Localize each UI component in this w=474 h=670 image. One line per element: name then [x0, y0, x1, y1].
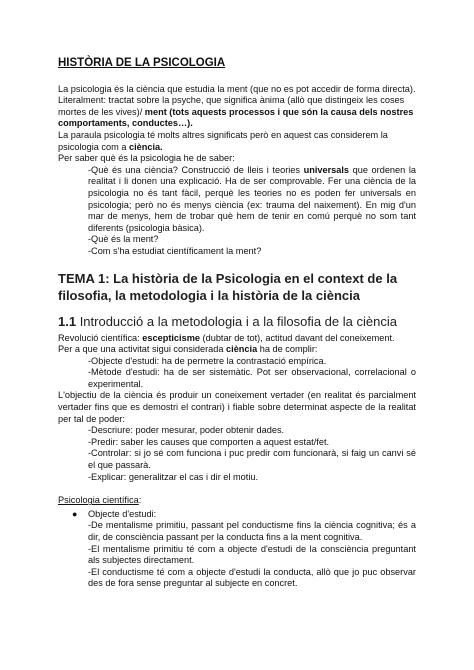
bullet-icon: ● — [72, 508, 78, 519]
intro-meaning: La paraula psicologia té molts altres significats però en aquest cas considerem la psicologia com a ciència. — [58, 129, 388, 152]
requirement-item: -Objecte d'estudi: ha de permetre la contrastació empírica. — [88, 355, 327, 366]
bullet-objecte — [58, 509, 416, 521]
intro-literal: Literalment: tractat sobre la psyche, que significa ànima (allò que distingeix les coses mortes de les vives)/ ment (tots aquests processos i que són la causa dels nostres comportaments, conductes…). — [58, 95, 414, 129]
objecte-item: -El mentalisme primitiu té com a objecte d'estudi de la consciència preguntant als subjectes directament. — [88, 543, 416, 566]
intro-line: La psicologia és la ciència que estudia la ment (que no es pot accedir de forma directa). — [58, 83, 416, 94]
objecte-item: -De mentalisme primitiu, passant pel conductisme fins la ciència cognitiva; és a dir, de consciència passant per la conducta fins a la ment cognitiva. — [88, 520, 416, 542]
question-study: -Com s'ha estudiat científicament la ment? — [88, 245, 262, 256]
goal-item: -Controlar: si jo sé com funciona i puc predir com funcionarà, si faig un canvi sé el que passarà. — [88, 448, 416, 471]
requirements-lead: Per a que una activitat sigui considerada ciència ha de complir: — [58, 344, 318, 355]
question-mind: -Què és la ment? — [88, 234, 159, 245]
goal-item: -Predir: saber les causes que comporten a aquest estat/fet. — [88, 436, 330, 447]
revolution-line: Revolució científica: escepticisme (dubtar de tot), actitud davant del coneixement. — [58, 332, 395, 343]
objecte-item: -El conductisme té com a objecte d'estudi la conducta, allò que jo puc observar des de fora sense preguntar al subjecte en concret. — [88, 566, 416, 589]
document-title: HISTÒRIA DE LA PSICOLOGIA — [58, 57, 226, 69]
subheading-psicologia-cientifica: Psicologia científica: — [58, 495, 142, 506]
question-science: -Què és una ciència? Construcció de lleis i teories universals que ordenen la realitat i li donen una explicació. Ha de ser comprovable. Fer una ciència de la psicologia no és tant fàcil, perquè les teories no es poden fer universals en psicologia; però no és menys ciència (ex: trauma del naixement). En mig d'un mar de menys, hem de trobar què hem de tenir en comú perquè no som tant diferents (psicologia bàsica). — [88, 164, 416, 233]
goal-item: -Descriure: poder mesurar, poder obtenir dades. — [88, 425, 285, 436]
bullet-label: Objecte d'estudi: — [88, 508, 157, 519]
section-heading: 1.1 Introducció a la metodologia i a la filosofia de la ciència — [58, 313, 397, 329]
tema-heading: TEMA 1: La història de la Psicologia en el context de la filosofia, la metodologia i la història de la ciència — [58, 270, 398, 303]
goal-item: -Explicar: generalitzar el cas i dir el motiu. — [88, 471, 259, 482]
requirement-item: -Mètode d'estudi: ha de ser sistemàtic. Pot ser observacional, correlacional o experimental. — [88, 367, 416, 389]
intro-question-lead: Per saber què és la psicologia he de saber: — [58, 153, 235, 164]
objective-paragraph: L'objectiu de la ciència és produir un coneixement vertader (en realitat és parcialment vertader fins que es demostri el contrari) i fiable sobre determinat aspecte de la realitat per tal de poder: — [58, 390, 416, 424]
